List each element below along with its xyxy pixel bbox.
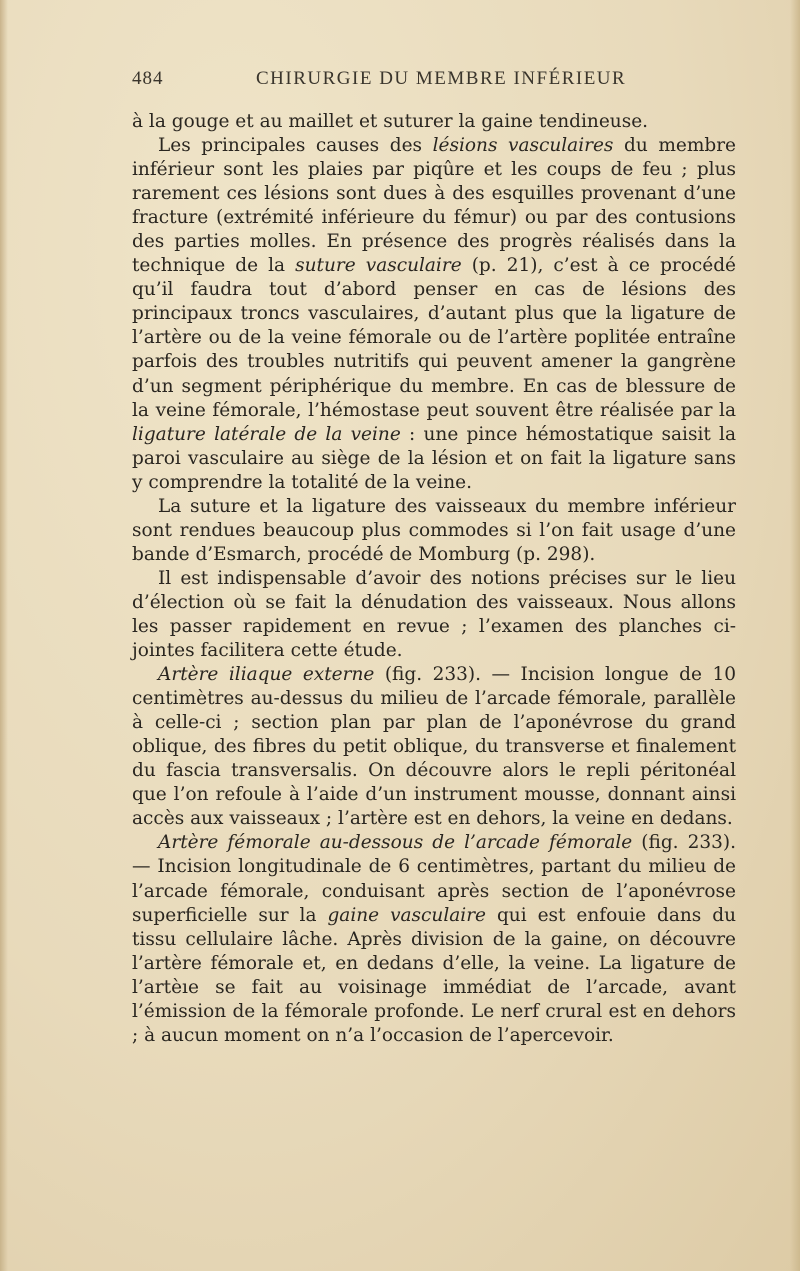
running-title: CHIRURGIE DU MEMBRE INFÉRIEUR [256, 68, 627, 89]
text-run: à la gouge et au maillet et suturer la gaine tendineuse. [132, 111, 649, 132]
body-text [132, 110, 736, 1048]
italic-run: Artère iliaque externe [158, 664, 375, 686]
paragraph [132, 567, 736, 663]
paragraph [132, 110, 736, 134]
text-run: La suture et la ligature des vaisseaux du membre inférieur sont rendues beaucoup plus commodes si l’on fait usage d’une bande d’Esmarch, procédé de Momburg (p. 298). [132, 495, 736, 565]
paragraph [132, 831, 736, 1047]
text-run: (fig. 233). — Incision longue de 10 centimètres au-dessus du milieu de l’arcade fémorale, parallèle à celle-ci ; section plan par plan de l’aponévrose du grand oblique, des fibres du petit oblique, du transverse et finalement du fascia transversalis. On découvre alors le repli péritonéal que l’on refoule à l’aide d’un instrument mousse, donnant ainsi accès aux vaisseaux ; l’artère est en dehors, la veine en dedans. [132, 664, 736, 830]
paragraph [132, 495, 736, 567]
text-run: Les principales causes des [158, 135, 433, 157]
text-run: (fig. 233). — Incision longitudinale de 6 centimètres, partant du milieu de l’arcade fémorale, conduisant après section de l’aponévrose superficielle sur la [132, 832, 737, 926]
italic-run: gaine vasculaire [327, 904, 486, 926]
italic-run: Artère fémorale au-dessous de l’arcade fémorale [158, 832, 633, 854]
italic-run: suture vasculaire [295, 255, 462, 277]
italic-run: lésions vasculaires [432, 135, 614, 157]
text-run: du membre inférieur sont les plaies par piqûre et les coups de feu ; plus rarement ces lésions sont dues à des esquilles provenant d’une fracture (extrémité inférieure du fémur) ou par des contusions des parties molles. En présence des progrès réalisés dans la technique de la [132, 135, 737, 277]
text-run: : une pince hémostatique saisit la paroi vasculaire au siège de la lésion et on fait la ligature sans y comprendre la totalité de la veine. [132, 423, 736, 493]
page-header [132, 68, 736, 94]
text-run: (p. 21), c’est à ce procédé qu’il faudra tout d’abord penser en cas de lésions des principaux troncs vasculaires, d’autant plus que la ligature de l’artère ou de la veine fémorale ou de l’artère poplitée entraîne parfois des troubles nutritifs qui peuvent amener la gangrène d’un segment périphérique du membre. En cas de blessure de la veine fémorale, l’hémostase peut souvent être réalisée par la [132, 255, 736, 421]
italic-run: ligature latérale de la veine [132, 423, 401, 445]
text-run: qui est enfouie dans du tissu cellulaire lâche. Après division de la gaine, on découvre l’artère fémorale et, en dedans d’elle, la veine. La ligature de l’artèıe se fait au voisinage immédiat de l’arcade, avant l’émission de la fémorale profonde. Le nerf crural est en dehors ; à aucun moment on n’a l’occasion de l’apercevoir. [132, 904, 736, 1046]
text-run: Il est indispensable d’avoir des notions précises sur le lieu d’élection où se fait la dénudation des vaisseaux. Nous allons les passer rapidement en revue ; l’examen des planches ci-jointes facilitera cette étude. [132, 567, 736, 662]
paragraph [132, 663, 736, 831]
paragraph [132, 134, 736, 495]
page-number: 484 [132, 68, 164, 89]
page-left-edge-shadow [0, 0, 8, 1271]
page-right-edge-shadow [790, 0, 800, 1271]
